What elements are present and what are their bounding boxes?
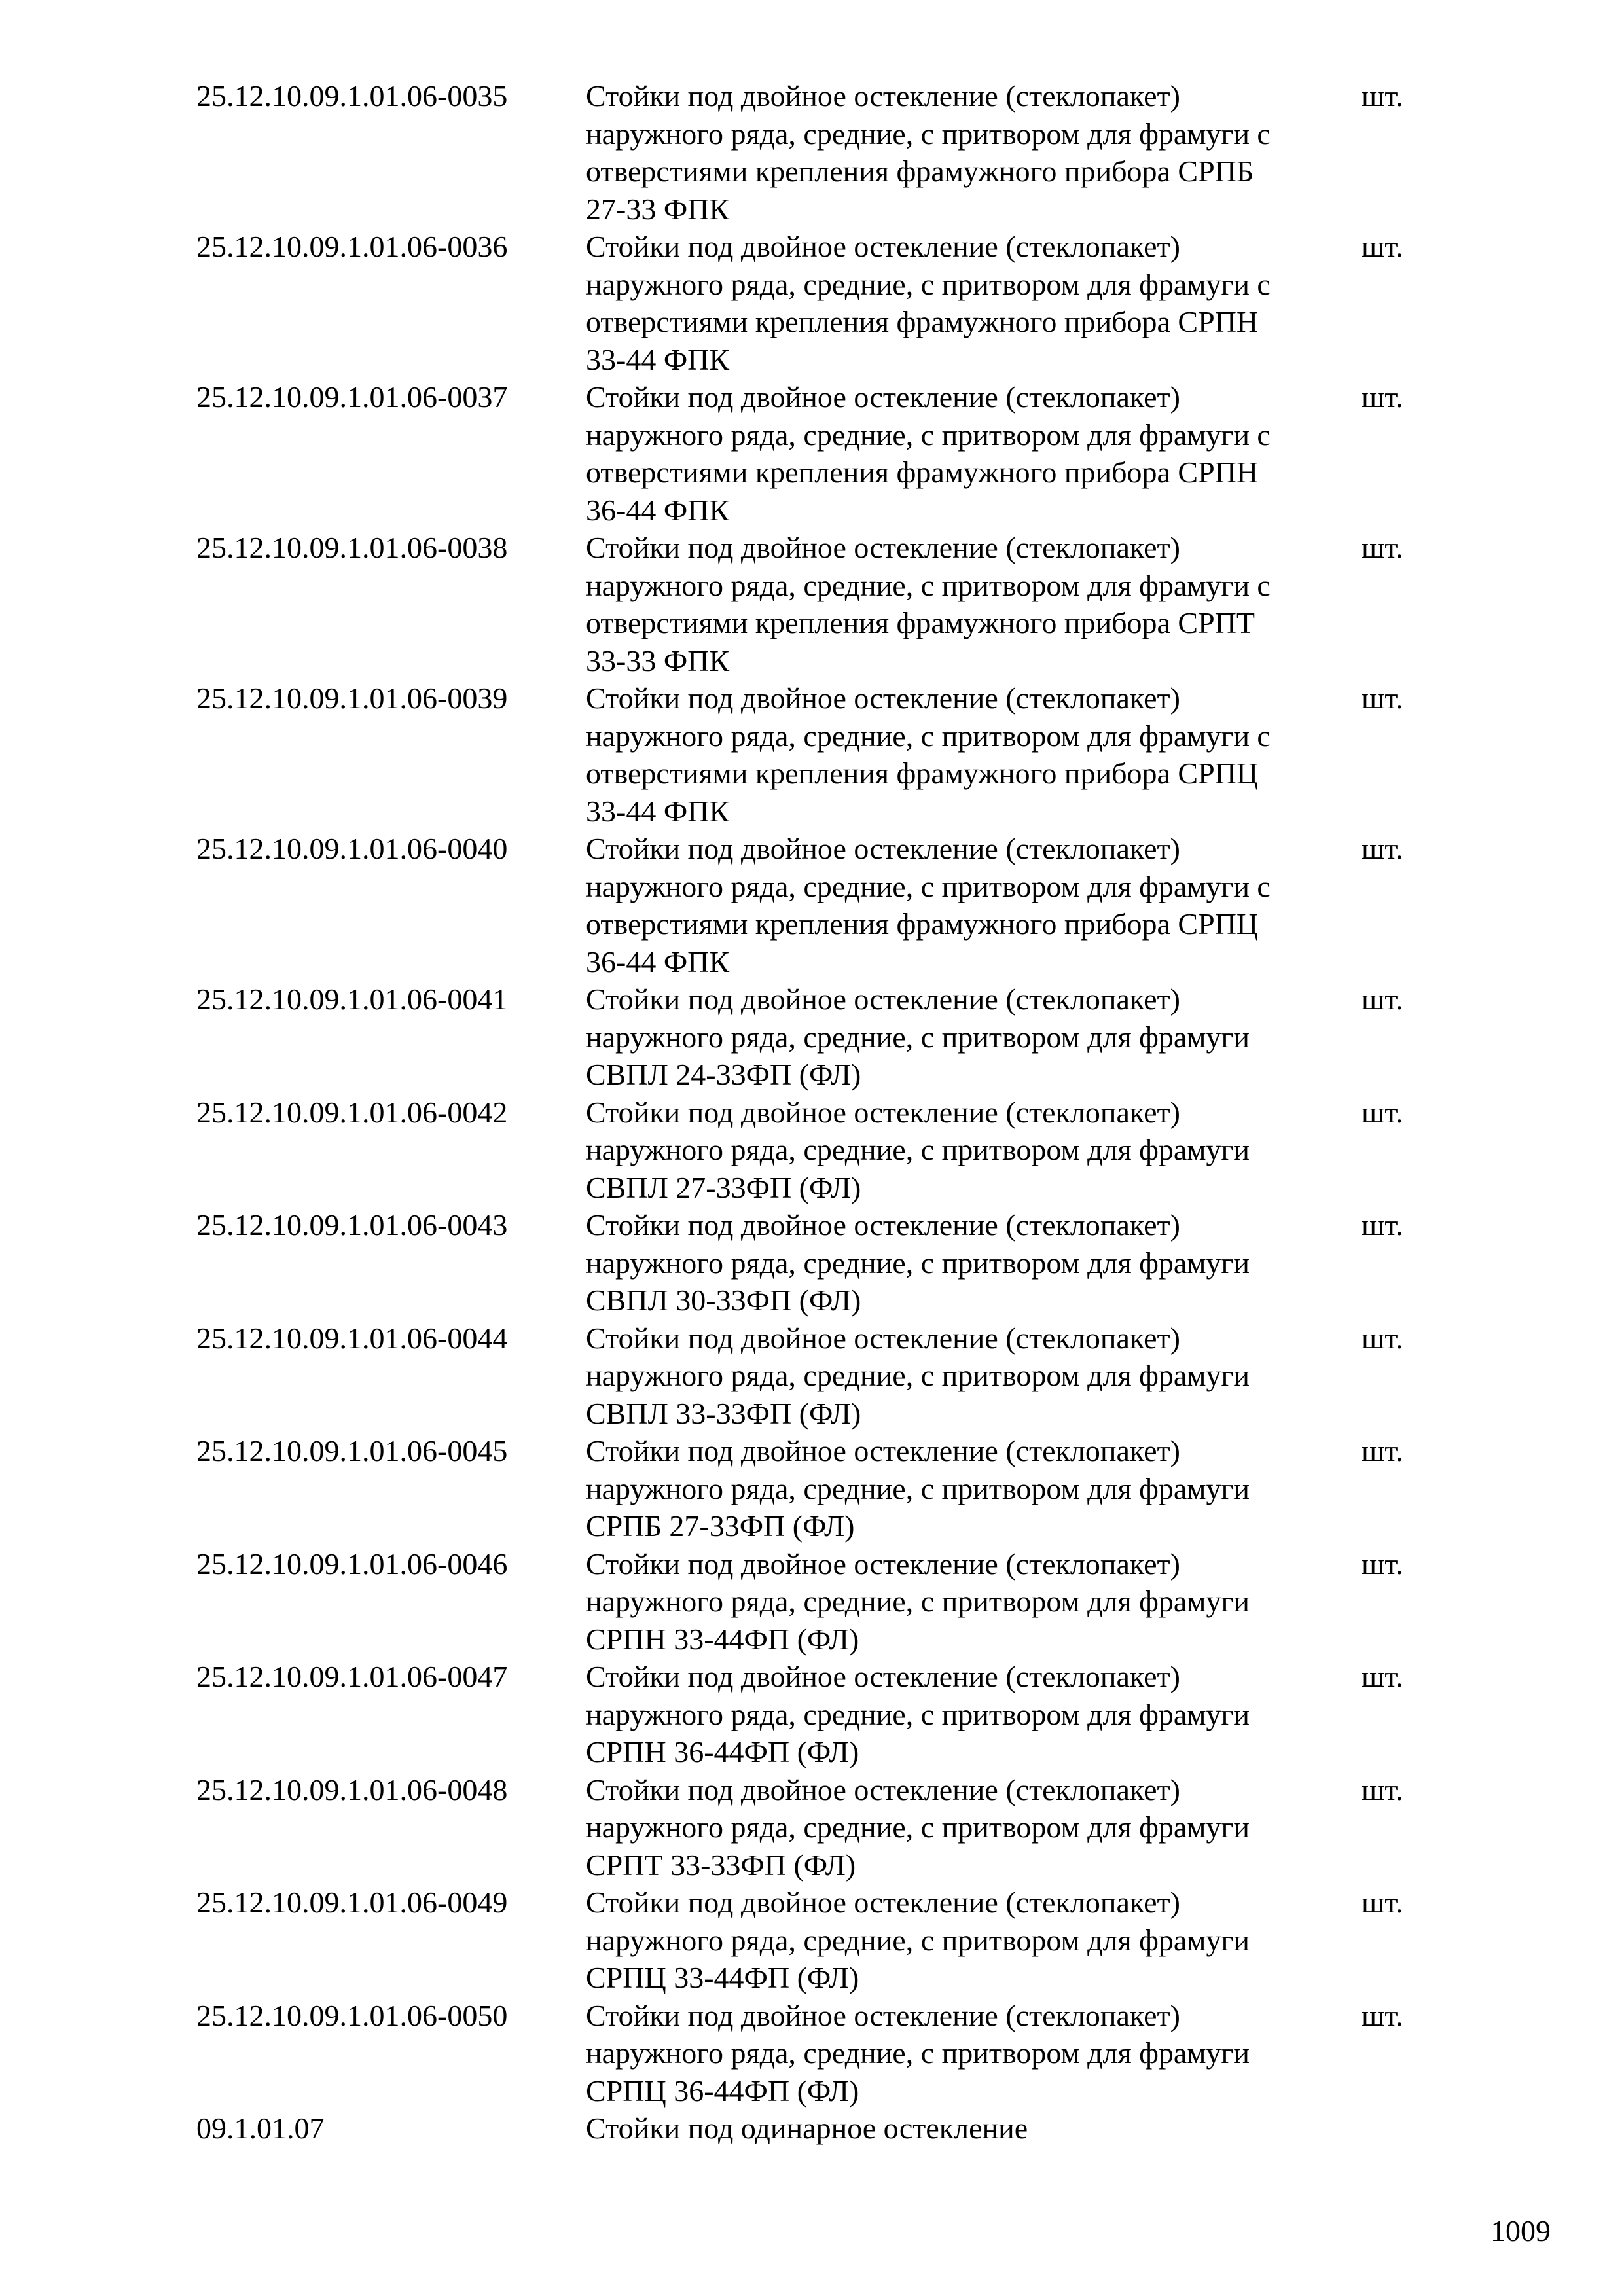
catalog-row bbox=[196, 1545, 1440, 1659]
description-line: 36-44 ФПК bbox=[586, 944, 730, 978]
description-line: отверстиями крепления фрамужного прибора СРПН bbox=[586, 456, 1259, 489]
description-line: 33-44 ФПК bbox=[586, 794, 730, 828]
description-line: отверстиями крепления фрамужного прибора СРПН bbox=[586, 305, 1259, 338]
item-code: 25.12.10.09.1.01.06-0038 bbox=[196, 531, 508, 564]
catalog-row bbox=[196, 2109, 1440, 2147]
description-line: Стойки под двойное остекление (стеклопакет) bbox=[586, 531, 1180, 564]
description-line: наружного ряда, средние, с притвором для фрамуги с bbox=[586, 568, 1271, 602]
description-line: наружного ряда, средние, с притвором для фрамуги bbox=[586, 1585, 1250, 1618]
description-line: СРПТ 33-33ФП (ФЛ) bbox=[586, 1848, 856, 1882]
description-line: Стойки под двойное остекление (стеклопакет) bbox=[586, 1321, 1180, 1355]
description-line: Стойки под двойное остекление (стеклопакет) bbox=[586, 1660, 1180, 1693]
description-line: 33-33 ФПК bbox=[586, 643, 730, 677]
item-code: 25.12.10.09.1.01.06-0036 bbox=[196, 230, 508, 263]
item-unit: шт. bbox=[1362, 1660, 1403, 1693]
item-unit: шт. bbox=[1362, 1095, 1403, 1129]
item-unit: шт. bbox=[1362, 1208, 1403, 1242]
item-code: 25.12.10.09.1.01.06-0037 bbox=[196, 380, 508, 414]
description-line: Стойки под двойное остекление (стеклопакет) bbox=[586, 380, 1180, 414]
description-line: Стойки под двойное остекление (стеклопакет) bbox=[586, 79, 1180, 113]
description-line: наружного ряда, средние, с притвором для фрамуги bbox=[586, 1020, 1250, 1054]
description-line: Стойки под двойное остекление (стеклопакет) bbox=[586, 1998, 1180, 2032]
description-line: СВПЛ 27-33ФП (ФЛ) bbox=[586, 1170, 861, 1204]
item-unit: шт. bbox=[1362, 832, 1403, 865]
item-code: 25.12.10.09.1.01.06-0044 bbox=[196, 1321, 508, 1355]
item-description bbox=[586, 1545, 1362, 1659]
catalog-row bbox=[196, 679, 1440, 830]
item-description bbox=[586, 1432, 1362, 1545]
item-code: 25.12.10.09.1.01.06-0043 bbox=[196, 1208, 508, 1242]
catalog-row bbox=[196, 1884, 1440, 1997]
description-line: наружного ряда, средние, с притвором для фрамуги с bbox=[586, 117, 1271, 151]
catalog-row bbox=[196, 980, 1440, 1094]
item-description bbox=[586, 228, 1362, 378]
item-description bbox=[586, 830, 1362, 980]
description-line: Стойки под двойное остекление (стеклопакет) bbox=[586, 1886, 1180, 1919]
catalog-row bbox=[196, 1094, 1440, 1207]
item-description bbox=[586, 1319, 1362, 1433]
description-line: СВПЛ 33-33ФП (ФЛ) bbox=[586, 1396, 861, 1430]
description-line: 33-44 ФПК bbox=[586, 342, 730, 376]
description-line: отверстиями крепления фрамужного прибора СРПЦ bbox=[586, 757, 1259, 790]
description-line: отверстиями крепления фрамужного прибора СРПЦ bbox=[586, 907, 1259, 941]
description-line: наружного ряда, средние, с притвором для фрамуги bbox=[586, 1697, 1250, 1731]
item-unit: шт. bbox=[1362, 230, 1403, 263]
description-line: Стойки под двойное остекление (стеклопакет) bbox=[586, 681, 1180, 715]
item-code: 25.12.10.09.1.01.06-0040 bbox=[196, 832, 508, 865]
description-line: Стойки под одинарное остекление bbox=[586, 2111, 1028, 2145]
description-line: СРПН 33-44ФП (ФЛ) bbox=[586, 1622, 859, 1656]
item-unit: шт. bbox=[1362, 982, 1403, 1016]
description-line: отверстиями крепления фрамужного прибора СРПТ bbox=[586, 606, 1255, 639]
item-description bbox=[586, 1884, 1362, 1997]
description-line: наружного ряда, средние, с притвором для фрамуги bbox=[586, 2036, 1250, 2070]
item-code: 25.12.10.09.1.01.06-0045 bbox=[196, 1434, 508, 1467]
item-code: 09.1.01.07 bbox=[196, 2111, 325, 2145]
description-line: 27-33 ФПК bbox=[586, 192, 730, 226]
description-line: СВПЛ 30-33ФП (ФЛ) bbox=[586, 1283, 861, 1317]
description-line: СРПЦ 36-44ФП (ФЛ) bbox=[586, 2073, 859, 2108]
item-code: 25.12.10.09.1.01.06-0035 bbox=[196, 79, 508, 113]
catalog-list bbox=[196, 77, 1440, 2147]
item-unit: шт. bbox=[1362, 1434, 1403, 1467]
item-code: 25.12.10.09.1.01.06-0039 bbox=[196, 681, 508, 715]
description-line: наружного ряда, средние, с притвором для фрамуги с bbox=[586, 869, 1271, 903]
catalog-row bbox=[196, 1997, 1440, 2110]
item-description bbox=[586, 77, 1362, 228]
description-line: Стойки под двойное остекление (стеклопакет) bbox=[586, 982, 1180, 1016]
description-line: СРПБ 27-33ФП (ФЛ) bbox=[586, 1509, 855, 1543]
item-unit: шт. bbox=[1362, 681, 1403, 715]
item-description bbox=[586, 1094, 1362, 1207]
item-code: 25.12.10.09.1.01.06-0050 bbox=[196, 1998, 508, 2032]
item-code: 25.12.10.09.1.01.06-0047 bbox=[196, 1660, 508, 1693]
item-description bbox=[586, 1771, 1362, 1884]
description-line: Стойки под двойное остекление (стеклопакет) bbox=[586, 1434, 1180, 1467]
catalog-row bbox=[196, 830, 1440, 980]
description-line: СРПН 36-44ФП (ФЛ) bbox=[586, 1735, 859, 1768]
description-line: Стойки под двойное остекление (стеклопакет) bbox=[586, 1547, 1180, 1581]
description-line: 36-44 ФПК bbox=[586, 493, 730, 527]
item-unit: шт. bbox=[1362, 380, 1403, 414]
item-description bbox=[586, 679, 1362, 830]
description-line: наружного ряда, средние, с притвором для фрамуги bbox=[586, 1810, 1250, 1844]
description-line: наружного ряда, средние, с притвором для фрамуги с bbox=[586, 719, 1271, 753]
item-description bbox=[586, 1658, 1362, 1771]
item-unit: шт. bbox=[1362, 1998, 1403, 2032]
description-line: наружного ряда, средние, с притвором для фрамуги bbox=[586, 1923, 1250, 1957]
description-line: Стойки под двойное остекление (стеклопакет) bbox=[586, 1208, 1180, 1242]
description-line: СРПЦ 33-44ФП (ФЛ) bbox=[586, 1961, 859, 1994]
item-code: 25.12.10.09.1.01.06-0042 bbox=[196, 1095, 508, 1129]
description-line: Стойки под двойное остекление (стеклопакет) bbox=[586, 832, 1180, 865]
item-unit: шт. bbox=[1362, 79, 1403, 113]
item-description bbox=[586, 1206, 1362, 1319]
description-line: наружного ряда, средние, с притвором для фрамуги с bbox=[586, 267, 1271, 301]
description-line: Стойки под двойное остекление (стеклопакет) bbox=[586, 1772, 1180, 1806]
item-unit: шт. bbox=[1362, 531, 1403, 564]
catalog-row bbox=[196, 77, 1440, 228]
catalog-row bbox=[196, 529, 1440, 679]
description-line: Стойки под двойное остекление (стеклопакет) bbox=[586, 230, 1180, 263]
item-code: 25.12.10.09.1.01.06-0041 bbox=[196, 982, 508, 1016]
description-line: наружного ряда, средние, с притвором для фрамуги bbox=[586, 1359, 1250, 1392]
item-code: 25.12.10.09.1.01.06-0048 bbox=[196, 1772, 508, 1806]
item-description bbox=[586, 378, 1362, 529]
catalog-row bbox=[196, 1771, 1440, 1884]
item-code: 25.12.10.09.1.01.06-0049 bbox=[196, 1886, 508, 1919]
page-number: 1009 bbox=[1490, 2214, 1551, 2248]
item-description bbox=[586, 980, 1362, 1094]
description-line: Стойки под двойное остекление (стеклопакет) bbox=[586, 1095, 1180, 1129]
item-unit: шт. bbox=[1362, 1886, 1403, 1919]
catalog-row bbox=[196, 228, 1440, 378]
catalog-row bbox=[196, 1206, 1440, 1319]
item-description bbox=[586, 2109, 1362, 2147]
item-code: 25.12.10.09.1.01.06-0046 bbox=[196, 1547, 508, 1581]
item-unit: шт. bbox=[1362, 1321, 1403, 1355]
description-line: наружного ряда, средние, с притвором для фрамуги с bbox=[586, 418, 1271, 452]
description-line: наружного ряда, средние, с притвором для фрамуги bbox=[586, 1471, 1250, 1505]
description-line: СВПЛ 24-33ФП (ФЛ) bbox=[586, 1058, 861, 1091]
description-line: отверстиями крепления фрамужного прибора СРПБ bbox=[586, 154, 1254, 188]
item-description bbox=[586, 1997, 1362, 2110]
item-unit: шт. bbox=[1362, 1547, 1403, 1581]
description-line: наружного ряда, средние, с притвором для фрамуги bbox=[586, 1133, 1250, 1166]
catalog-row bbox=[196, 1658, 1440, 1771]
catalog-row bbox=[196, 1319, 1440, 1433]
item-description bbox=[586, 529, 1362, 679]
catalog-row bbox=[196, 1432, 1440, 1545]
item-unit: шт. bbox=[1362, 1772, 1403, 1806]
description-line: наружного ряда, средние, с притвором для фрамуги bbox=[586, 1246, 1250, 1280]
catalog-row bbox=[196, 378, 1440, 529]
